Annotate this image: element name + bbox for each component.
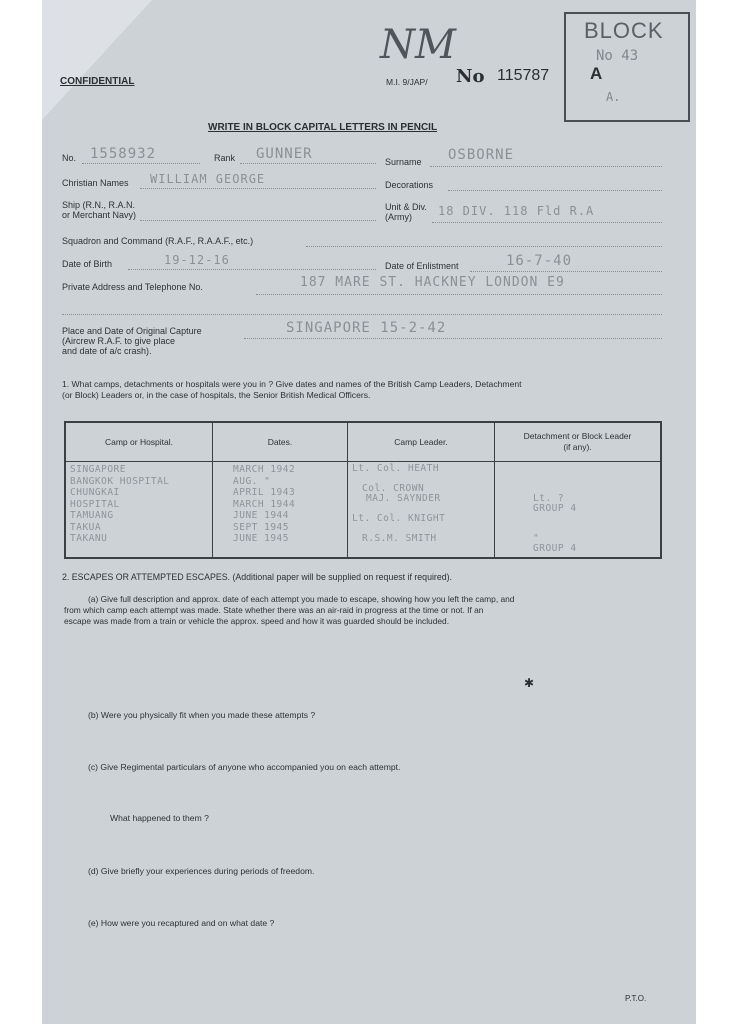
squadron-label: Squadron and Command (R.A.F., R.A.A.F., etc.) [62,236,254,246]
capture-value: SINGAPORE 15-2-42 [286,320,447,336]
table-row: GROUP 4 [533,543,577,554]
serial-prefix: No [456,66,485,87]
table-row: Col. CROWN [362,483,425,494]
christian-names-label: Christian Names [62,178,129,188]
table-row [533,464,656,474]
address-value: 187 MARE ST. HACKNEY LONDON E9 [300,275,565,290]
table-row: TAKUA [70,521,102,533]
capture-label-3: and date of a/c crash). [62,346,152,356]
form-title: WRITE IN BLOCK CAPITAL LETTERS IN PENCIL [208,122,438,133]
table-row: TAKANU [70,533,108,544]
no-value: 1558932 [90,146,157,162]
enlistment-label: Date of Enlistment [385,261,459,271]
capture-label-2: (Aircrew R.A.F. to give place [62,336,176,346]
decorations-label: Decorations [385,180,434,190]
table-row: SEPT 1945 [233,521,289,533]
surname-label: Surname [385,157,422,167]
camps-column [65,462,213,559]
unit-label-2: (Army) [385,212,412,222]
stamp-title: BLOCK [584,18,664,43]
q2-c-followup: What happened to them ? [110,813,209,823]
dob-value: 19-12-16 [164,253,230,267]
table-row: Lt. ? [533,493,565,504]
table-row: MARCH 1944 [233,498,296,510]
surname-value: OSBORNE [448,147,515,163]
handwritten-initials: NM [380,22,456,68]
q2-a-line-1: (a) Give full description and approx. date of each attempt you made to escape, showing how you left the camp, and [88,594,515,604]
q2-b: (b) Were you physically fit when you made these attempts ? [88,710,316,720]
col-detachment-header: Detachment or Block Leader (if any). [495,422,662,462]
folded-corner [42,0,152,120]
stamp-sub: A. [606,90,621,104]
table-row: " [533,533,540,544]
leaders-column [348,462,495,559]
table-row: MAJ. SAYNDER [366,493,441,504]
enlistment-value: 16-7-40 [506,253,573,269]
address-label: Private Address and Telephone No. [62,282,203,292]
pto-label: P.T.O. [625,994,647,1003]
table-row: APRIL 1943 [233,487,296,498]
christian-names-value: WILLIAM GEORGE [150,172,266,186]
table-row: MARCH 1942 [233,464,296,475]
unit-value: 18 DIV. 118 Fld R.A [438,204,595,218]
table-row: Lt. Col. KNIGHT [352,513,446,524]
capture-label-1: Place and Date of Original Capture [62,326,202,336]
table-row: CHUNGKAI [70,487,120,498]
ink-mark: ✱ [524,676,535,690]
serial-number: 115787 [497,67,550,84]
no-label: No. [62,153,77,163]
table-row: TAMUANG [70,510,114,521]
col-camp-header: Camp or Hospital. [65,422,213,462]
table-row: BANGKOK HOSPITAL [70,475,170,487]
table-row: R.S.M. SMITH [362,533,437,544]
q2-d: (d) Give briefly your experiences during periods of freedom. [88,866,315,876]
table-row: JUNE 1944 [233,510,289,521]
table-row: Lt. Col. HEATH [352,463,440,474]
table-row: SINGAPORE [70,464,126,475]
dob-label: Date of Birth [62,259,113,269]
rank-value: GUNNER [256,146,313,162]
table-row: HOSPITAL [70,498,120,510]
form-code: M.I. 9/JAP/ [386,77,428,87]
q1-text-2: (or Block) Leaders or, in the case of hospitals, the Senior British Medical Officers. [62,390,371,400]
stamp-letter: A [590,64,603,83]
table-row [533,524,656,534]
table-row [533,474,656,484]
q2-a-line-3: escape was made from a train or vehicle the approx. speed and how it was guarded should be included. [64,616,450,626]
dates-column [213,462,348,559]
camps-table [64,421,662,559]
q2-c: (c) Give Regimental particulars of anyone who accompanied you on each attempt. [88,762,401,772]
q1-text-1: 1. What camps, detachments or hospitals were you in ? Give dates and names of the British Camp Leaders, Detachment [62,379,522,389]
ship-label-2: or Merchant Navy) [62,210,137,220]
table-row [533,514,656,524]
ship-label-1: Ship (R.N., R.A.N. [62,200,136,210]
detachments-column [495,462,662,559]
rank-label: Rank [214,153,236,163]
table-row: JUNE 1945 [233,533,289,544]
stamp-number: No 43 [596,48,639,64]
table-row: AUG. " [233,475,271,487]
table-row: GROUP 4 [533,503,577,514]
classification: CONFIDENTIAL [60,76,135,87]
q2-e: (e) How were you recaptured and on what date ? [88,918,275,928]
q2-heading: 2. ESCAPES OR ATTEMPTED ESCAPES. (Additional paper will be supplied on request if required). [62,572,453,582]
col-leader-header: Camp Leader. [348,422,495,462]
unit-label-1: Unit & Div. [385,202,427,212]
col-dates-header: Dates. [213,422,348,462]
q2-a-line-2: from which camp each attempt was made. State whether there was an air-raid in progress at the time or not. If an [64,605,484,615]
